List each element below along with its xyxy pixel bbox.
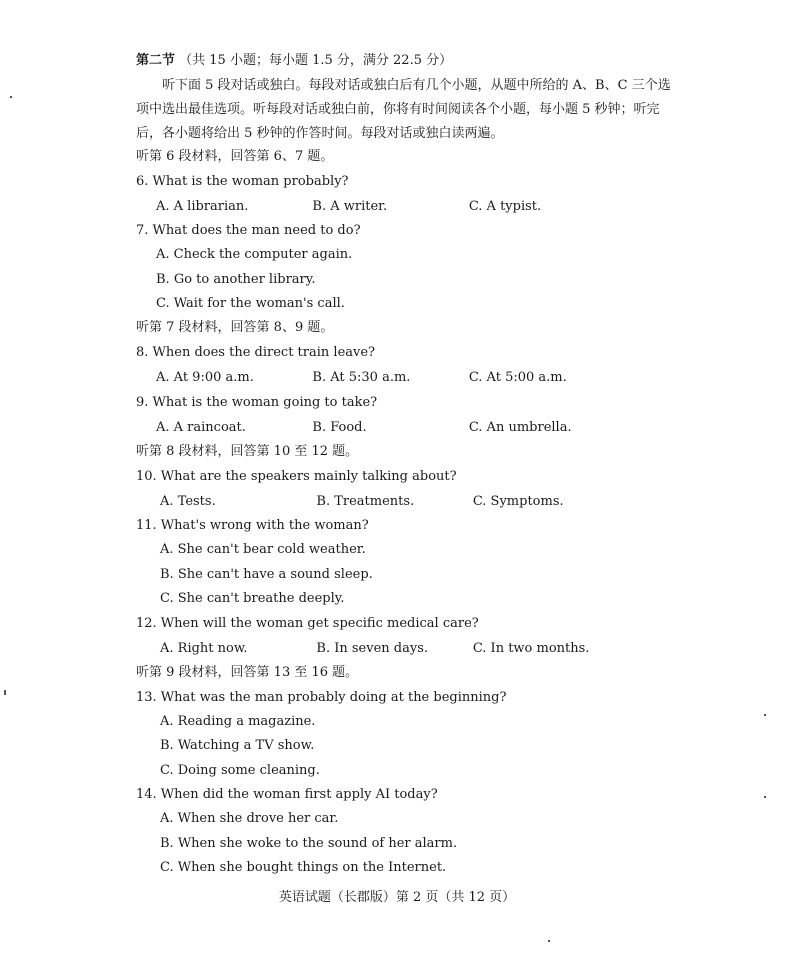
question-6-stem: 6. What is the woman probably? <box>136 174 349 189</box>
q14-option-b: B. When she woke to the sound of her alarm. <box>160 836 458 851</box>
question-14-stem: 14. When did the woman first apply AI today? <box>136 787 438 802</box>
q12-option-c: C. In two months. <box>472 641 590 656</box>
scan-speck <box>4 690 6 695</box>
section-heading <box>136 52 452 70</box>
q12-option-a: A. Right now. <box>160 641 248 656</box>
q14-option-a: A. When she drove her car. <box>160 811 339 826</box>
q9-option-c: C. An umbrella. <box>468 420 572 435</box>
q9-option-b: B. Food. <box>312 420 367 435</box>
section-title: 第二节 <box>136 53 176 68</box>
question-8-stem: 8. When does the direct train leave? <box>136 345 376 360</box>
question-11-stem: 11. What's wrong with the woman? <box>136 518 369 533</box>
q10-option-c: C. Symptoms. <box>472 494 564 509</box>
q13-option-c: C. Doing some cleaning. <box>160 763 320 778</box>
question-13-stem: 13. What was the man probably doing at the beginning? <box>136 690 507 705</box>
material-7-instruction: 听第 7 段材料，回答第 8、9 题。 <box>136 320 334 335</box>
q13-option-b: B. Watching a TV show. <box>160 738 315 753</box>
question-12-options <box>160 640 620 658</box>
material-6-instruction: 听第 6 段材料，回答第 6、7 题。 <box>136 149 334 164</box>
question-7-stem: 7. What does the man need to do? <box>136 223 361 238</box>
q8-option-a: A. At 9:00 a.m. <box>156 370 254 385</box>
q10-option-b: B. Treatments. <box>316 494 415 509</box>
q11-option-c: C. She can't breathe deeply. <box>160 591 345 606</box>
q14-option-c: C. When she bought things on the Internet. <box>160 860 447 875</box>
question-9-options <box>156 419 616 437</box>
question-10-options <box>160 493 620 511</box>
q6-option-a: A. A librarian. <box>156 199 249 214</box>
page-footer: 英语试题（长郡版）第 2 页（共 12 页） <box>278 890 516 905</box>
q8-option-b: B. At 5:30 a.m. <box>312 370 411 385</box>
q11-option-a: A. She can't bear cold weather. <box>160 542 366 557</box>
q6-option-c: C. A typist. <box>468 199 542 214</box>
scan-speck <box>764 796 766 798</box>
question-10-stem: 10. What are the speakers mainly talking about? <box>136 469 457 484</box>
q7-option-a: A. Check the computer again. <box>156 247 353 262</box>
q7-option-c: C. Wait for the woman's call. <box>156 296 345 311</box>
material-9-instruction: 听第 9 段材料，回答第 13 至 16 题。 <box>136 665 359 680</box>
q10-option-a: A. Tests. <box>160 494 216 509</box>
q11-option-b: B. She can't have a sound sleep. <box>160 567 373 582</box>
q9-option-a: A. A raincoat. <box>156 420 246 435</box>
section-rule: （共 15 小题；每小题 1.5 分，满分 22.5 分） <box>179 53 453 68</box>
q8-option-c: C. At 5:00 a.m. <box>468 370 567 385</box>
material-8-instruction: 听第 8 段材料，回答第 10 至 12 题。 <box>136 444 359 459</box>
q12-option-b: B. In seven days. <box>316 641 428 656</box>
scan-speck <box>764 714 766 716</box>
scan-speck <box>548 940 550 942</box>
section-instructions: 听下面 5 段对话或独白。每段对话或独白后有几个小题，从题中所给的 A、B、C 三个选项中选出最佳选项。听每段对话或独白前，你将有时间阅读各个小题，每小题 5 秒钟；听完后，各小题将给出 5 秒钟的作答时间。每段对话或独白读两遍。 <box>136 78 671 141</box>
q6-option-b: B. A writer. <box>312 199 388 214</box>
question-9-stem: 9. What is the woman going to take? <box>136 395 378 410</box>
scan-speck <box>10 96 12 98</box>
question-6-options <box>156 198 616 216</box>
question-8-options <box>156 369 616 387</box>
q13-option-a: A. Reading a magazine. <box>160 714 316 729</box>
question-12-stem: 12. When will the woman get specific medical care? <box>136 616 479 631</box>
q7-option-b: B. Go to another library. <box>156 272 316 287</box>
